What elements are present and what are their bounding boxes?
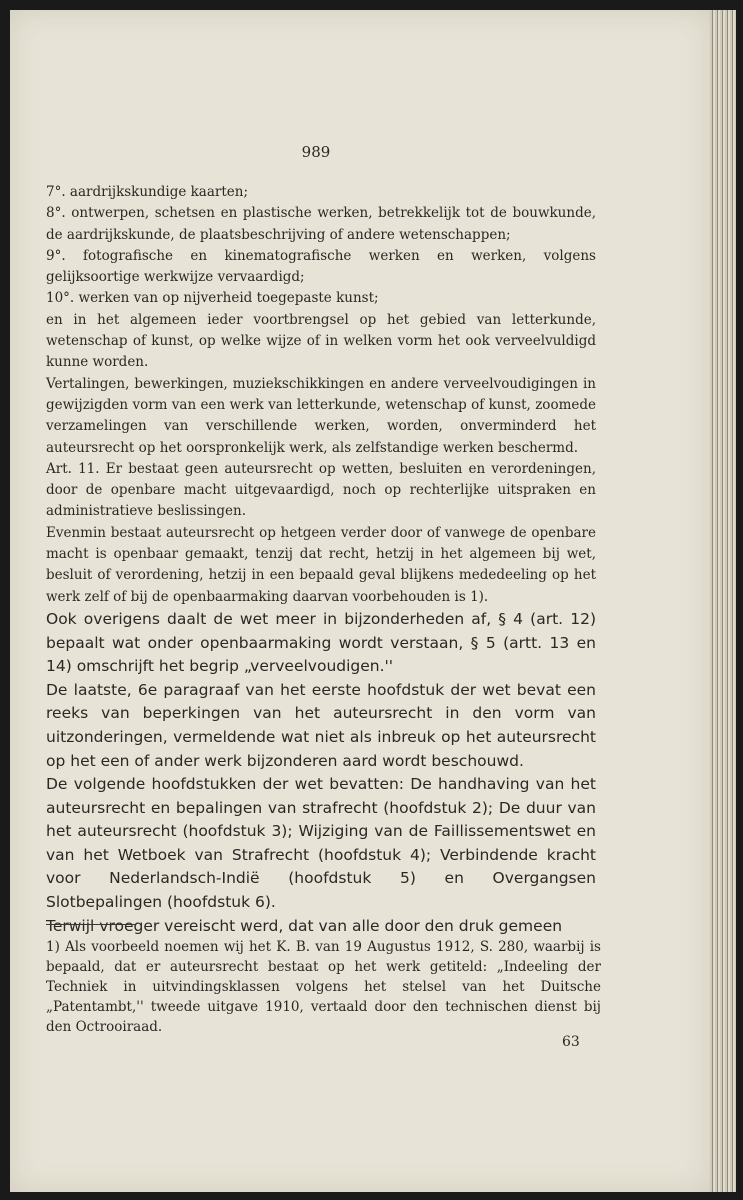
paragraph-9: 9°. fotografische en kinematografische werken en werken, volgens gelijksoortige werkwijze vervaardigd; bbox=[46, 247, 596, 286]
main-text bbox=[46, 182, 596, 938]
signature-mark: 63 bbox=[562, 1034, 580, 1050]
body-paragraph-3: De volgende hoofdstukken der wet bevatten: De handhaving van het auteursrecht en bepalingen van strafrecht (hoofdstuk 2); De duur van het auteursrecht (hoofdstuk 3); Wijziging van de Faillissementswet en van het Wetboek van Strafrecht (hoofdstuk 4); Verbindende kracht voor Nederlandsch-Indië (hoofdstuk 5) en Overgangsen Slotbepalingen (hoofdstuk 6). bbox=[46, 775, 596, 912]
footnote: 1) Als voorbeeld noemen wij het K. B. van 19 Augustus 1912, S. 280, waarbij is bepaald, dat er auteursrecht bestaat op het werk getiteld: „Indeeling der Techniek in uitvindingsklassen volgens het stelsel van het Duitsche „Patentambt,'' tweede uitgave 1910, vertaald door den technischen dienst bij den Octrooiraad. bbox=[46, 939, 601, 1035]
paragraph-vertalingen: Vertalingen, bewerkingen, muziekschikkingen en andere verveelvoudigingen in gewijzigden vorm van een werk van letterkunde, wetenschap of kunst, zoomede verzamelingen van verschillende werken, worden, onverminderd het auteursrecht op het oorspronkelijk werk, als zelfstandige werken beschermd. bbox=[46, 375, 596, 456]
body-paragraph-1: Ook overigens daalt de wet meer in bijzonderheden af, § 4 (art. 12) bepaalt wat onder openbaarmaking wordt verstaan, § 5 (artt. 13 en 14) omschrijft het begrip „verveelvoudigen.'' bbox=[46, 609, 596, 676]
paragraph-evenmin: Evenmin bestaat auteursrecht op hetgeen verder door of vanwege de openbare macht is openbaar gemaakt, tenzij dat recht, hetzij in het algemeen bij wet, besluit of verordening, hetzij in een bepaald geval blijkens mededeeling op het werk zelf of bij de openbaarmaking daarvan voorbehouden is 1). bbox=[46, 524, 596, 605]
page-number: 989 bbox=[301, 143, 331, 161]
paragraph-art-11: Art. 11. Er bestaat geen auteursrecht op wetten, besluiten en verordeningen, door de openbare macht uitgevaardigd, noch op rechterlijke uitspraken en administratieve beslissingen. bbox=[46, 460, 596, 520]
paragraph-10: 10°. werken van op nijverheid toegepaste kunst; bbox=[46, 290, 379, 307]
page-edge bbox=[710, 10, 736, 1192]
body-paragraph-2: De laatste, 6e paragraaf van het eerste hoofdstuk der wet bevat een reeks van beperkingen van het auteursrecht in den vorm van uitzonderingen, vermeldende wat niet als inbreuk op het auteursrecht op het een of ander werk bijzonderen aard wordt beschouwd. bbox=[46, 680, 596, 770]
paragraph-general: en in het algemeen ieder voortbrengsel op het gebied van letterkunde, wetenschap of kunst, op welke wijze of in welken vorm het ook verveelvuldigd kunne worden. bbox=[46, 311, 596, 371]
body-paragraph-4: Terwijl vroeger vereischt werd, dat van alle door den druk gemeen bbox=[46, 916, 563, 935]
footnote-divider bbox=[46, 924, 136, 925]
paragraph-8: 8°. ontwerpen, schetsen en plastische werken, betrekkelijk tot de bouwkunde, de aardrijkskunde, de plaatsbeschrijving of andere wetenschappen; bbox=[46, 205, 596, 243]
paragraph-7: 7°. aardrijkskundige kaarten; bbox=[46, 184, 249, 200]
book-page bbox=[10, 10, 710, 1192]
